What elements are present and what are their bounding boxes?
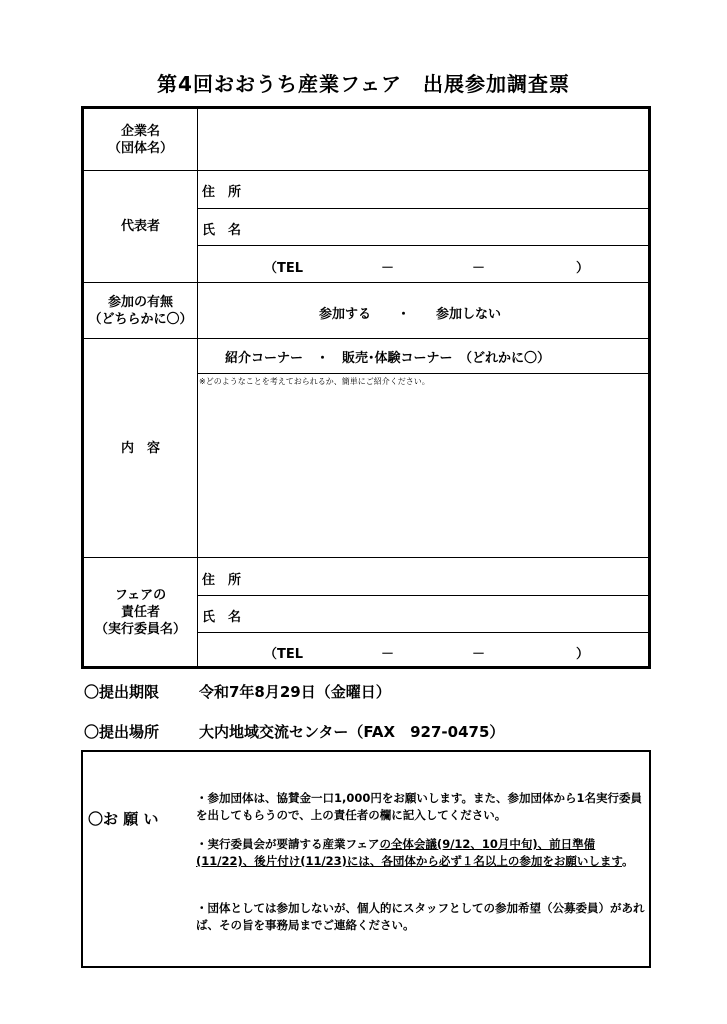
content-description-field[interactable] bbox=[202, 389, 642, 549]
row-divider bbox=[84, 170, 648, 171]
request-item-3: ・団体としては参加しないが、個人的にスタッフとしての参加希望（公募委員）があれば、その旨を事務局までご連絡ください。 bbox=[196, 901, 645, 932]
representative-label: 代表者 bbox=[120, 219, 160, 234]
subrow-divider bbox=[197, 373, 648, 374]
fair-tel-field[interactable]: （TEL － － ） bbox=[264, 647, 590, 662]
row-divider bbox=[84, 338, 648, 339]
request-item-1: ・参加団体は、協賛金一口1,000円をお願いします。また、参加団体から1名実行委員を出してもらうので、上の責任者の欄に記入してください。 bbox=[196, 791, 642, 822]
content-note: ※どのようなことを考えておられるか、簡単にご紹介ください。 bbox=[199, 377, 430, 386]
request-box bbox=[81, 750, 651, 968]
request-heading: 〇お 願 い bbox=[88, 810, 159, 828]
subrow-divider bbox=[197, 208, 648, 209]
subrow-divider bbox=[197, 632, 648, 633]
company-label: 企業名 （団体名） bbox=[107, 124, 173, 156]
deadline-value: 令和7年8月29日（金曜日） bbox=[199, 683, 391, 701]
fair-responsible-label: フェアの 責任者 （実行委員名） bbox=[94, 588, 186, 637]
column-divider bbox=[197, 109, 198, 666]
participation-label: 参加の有無 （どちらかに〇） bbox=[88, 295, 193, 327]
page-title: 第4回おおうち産業フェア 出展参加調査票 bbox=[157, 72, 570, 96]
place-label: 〇提出場所 bbox=[84, 723, 160, 741]
row-divider bbox=[84, 557, 648, 558]
deadline-label: 〇提出期限 bbox=[84, 683, 160, 701]
fair-name-label: 氏 名 bbox=[202, 610, 242, 625]
content-label: 内 容 bbox=[120, 441, 160, 456]
rep-tel-field[interactable]: （TEL － － ） bbox=[264, 261, 590, 276]
participation-options[interactable]: 参加する ・ 参加しない bbox=[319, 307, 502, 322]
rep-name-label: 氏 名 bbox=[202, 223, 242, 238]
subrow-divider bbox=[197, 245, 648, 246]
fair-address-label: 住 所 bbox=[202, 573, 242, 588]
rep-address-label: 住 所 bbox=[202, 185, 242, 200]
request-item-2: ・実行委員会が要請する産業フェアの全体会議(9/12、10月中旬)、前日準備(11/22)、後片付け(11/23)には、各団体から必ず１名以上の参加をお願いします。 bbox=[196, 837, 634, 868]
content-options[interactable]: 紹介コーナー ・ 販売･体験コーナー （どれかに〇） bbox=[225, 351, 551, 366]
place-value: 大内地域交流センター（FAX 927-0475） bbox=[199, 723, 505, 741]
application-form bbox=[81, 106, 651, 669]
company-field[interactable] bbox=[202, 119, 642, 164]
subrow-divider bbox=[197, 595, 648, 596]
row-divider bbox=[84, 282, 648, 283]
